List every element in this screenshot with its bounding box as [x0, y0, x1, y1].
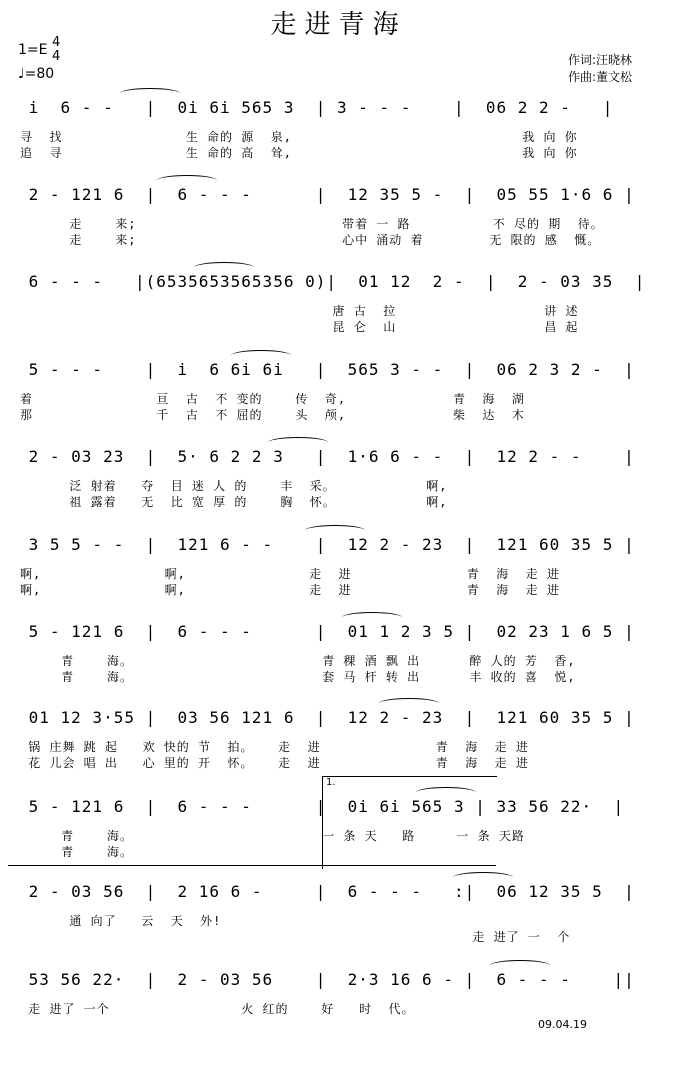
notation-line: 5 - - - | i 6 6i 6i | 565 3 - - | 06 2 3 2 - | — [18, 360, 635, 379]
notation-line: 01 12 3·55 | 03 56 121 6 | 12 2 - 23 | 121 60 35 5 | — [18, 708, 635, 727]
lyric-verse-1: 青 海。 一 条 天 路 一 条 天路 — [20, 829, 525, 843]
slur — [342, 612, 402, 623]
song-title: 走进青海 — [270, 10, 407, 40]
first-ending-bracket — [322, 776, 497, 869]
lyric-verse-2: 啊, 啊, 走 进 青 海 走 进 — [20, 583, 560, 597]
slur — [268, 437, 328, 448]
slur — [453, 872, 513, 883]
notation-line: 2 - 03 23 | 5· 6 2 2 3 | 1·6 6 - - | 12 2 - - | — [18, 447, 635, 466]
lyric-verse-2: 祖 露着 无 比 宽 厚 的 胸 怀。 啊, — [20, 495, 448, 509]
lyric-verse-1: 唐 古 拉 讲 述 — [20, 304, 579, 318]
time-sig-top: 4 — [52, 35, 61, 50]
lyric-verse-2: 追 寻 生 命的 高 耸, 我 向 你 — [20, 146, 578, 160]
notation-line: 2 - 03 56 | 2 16 6 - | 6 - - - :| 06 12 35 5 | — [18, 882, 635, 901]
lyric-verse-1: 寻 找 生 命的 源 泉, 我 向 你 — [20, 130, 578, 144]
slur — [231, 350, 291, 361]
lyric-verse-2: 青 海。 — [20, 845, 134, 859]
lyric-verse-1: 青 海。 青 稞 酒 飘 出 醉 人的 芳 香, — [20, 654, 576, 668]
lyric-verse-2: 走 来; 心中 涌动 着 无 限的 感 慨。 — [20, 233, 601, 247]
notation-line: 5 - 121 6 | 6 - - - | 01 1 2 3 5 | 02 23 1 6 5 | — [18, 622, 635, 641]
tempo-mark — [18, 66, 54, 82]
slur — [194, 262, 254, 273]
time-sig-bottom: 4 — [52, 49, 61, 64]
notation-line: 6 - - - |(6535653565356 0)| 01 12 2 - | 2 - 03 35 | — [18, 272, 646, 291]
lyric-verse-1: 走 来; 带着 一 路 不 尽的 期 待。 — [20, 217, 604, 231]
slur — [305, 525, 365, 536]
date-stamp: 09.04.19 — [538, 1018, 587, 1031]
lyric-verse-1: 啊, 啊, 走 进 青 海 走 进 — [20, 567, 560, 581]
composer: 作曲:董文松 — [568, 70, 633, 84]
lyric-verse-2: 昆 仑 山 昌 起 — [20, 320, 579, 334]
notation-line: 3 5 5 - - | 121 6 - - | 12 2 - 23 | 121 60 35 5 | — [18, 535, 635, 554]
lyric-verse-2: 走 进了 一 个 — [20, 930, 571, 944]
lyric-verse-2: 青 海。 套 马 杆 转 出 丰 收的 喜 悦, — [20, 670, 576, 684]
lyric-verse-1: 锅 庄舞 跳 起 欢 快的 节 拍。 走 进 青 海 走 进 — [20, 740, 529, 754]
lyric-verse-1: 着 亘 古 不 变的 传 奇, 青 海 湖 — [20, 392, 525, 406]
lyricist: 作词:汪晓林 — [568, 53, 633, 67]
lyric-verse-1: 走 进了 一个 火 红的 好 时 代。 — [20, 1002, 415, 1016]
credits — [568, 52, 632, 86]
slur — [157, 175, 217, 186]
time-signature — [52, 36, 60, 64]
lyric-verse-1: 泛 射着 夺 目 迷 人 的 丰 采。 啊, — [20, 479, 448, 493]
slur — [120, 88, 180, 99]
notation-line: i 6 - - | 0i 6i 565 3 | 3 - - - | 06 2 2 - | — [18, 98, 614, 117]
slur — [379, 698, 439, 709]
notation-line: 2 - 121 6 | 6 - - - | 12 35 5 - | 05 55 1·6 6 | — [18, 185, 635, 204]
lyric-verse-2: 那 千 古 不 屈的 头 颅, 柴 达 木 — [20, 408, 525, 422]
slur — [490, 960, 550, 971]
notation-line: 5 - 121 6 | 6 - - - | 0i 6i 565 3 | 33 56 22· | — [18, 797, 625, 816]
tempo-value: =80 — [24, 66, 55, 82]
key-signature: 1=E — [18, 42, 48, 58]
notation-line: 53 56 22· | 2 - 03 56 | 2·3 16 6 - | 6 - - - || — [18, 970, 635, 989]
repeat-line — [8, 865, 496, 866]
quarter-note-icon: ♩ — [18, 66, 25, 82]
volta-label: 1. — [326, 777, 336, 788]
lyric-verse-1: 通 向了 云 天 外! — [20, 914, 222, 928]
lyric-verse-2: 花 儿会 唱 出 心 里的 开 怀。 走 进 青 海 走 进 — [20, 756, 529, 770]
